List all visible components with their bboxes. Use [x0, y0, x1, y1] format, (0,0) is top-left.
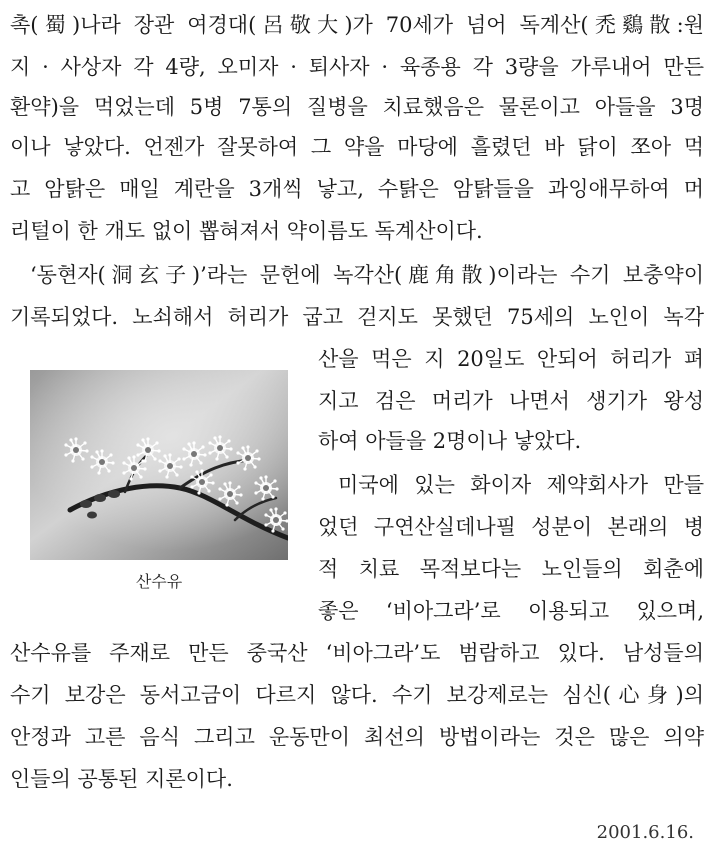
- paragraph-line: 산수유를 주재로 만든 중국산 ‘비아그라’도 범람하고 있다. 남성들의: [10, 641, 704, 665]
- paragraph-line: 적 치료 목적보다는 노인들의 회춘에: [318, 557, 704, 581]
- sansuyu-photo: [30, 370, 288, 560]
- paragraph-line: 지 · 사상자 각 4량, 오미자 · 퇴사자 · 육종용 각 3량을 가루내어 만든: [10, 55, 704, 79]
- paragraph-line: 인들의 공통된 지론이다.: [10, 767, 233, 791]
- paragraph-line: ‘동현자(洞玄子)’라는 문헌에 녹각산(鹿角散)이라는 수기 보충약이: [30, 263, 704, 287]
- paragraph-line: 리털이 한 개도 없이 뽑혀져서 약이름도 독계산이다.: [10, 219, 483, 243]
- paragraph-line: 고 암탉은 매일 계란을 3개씩 낳고, 수탉은 암탉들을 과잉애무하여 머: [10, 177, 704, 201]
- paragraph-line: 기록되었다. 노쇠해서 허리가 굽고 걷지도 못했던 75세의 노인이 녹각: [10, 305, 704, 329]
- paragraph-line: 수기 보강은 동서고금이 다르지 않다. 수기 보강제로는 심신(心身)의: [10, 683, 704, 707]
- paragraph-line: 지고 검은 머리가 나면서 생기가 왕성: [318, 389, 704, 413]
- paragraph-line: 었던 구연산실데나필 성분이 본래의 병: [318, 515, 704, 539]
- paragraph-line: 미국에 있는 화이자 제약회사가 만들: [338, 473, 704, 497]
- publication-date: 2001.6.16.: [596, 822, 694, 843]
- figure-caption: 산수유: [135, 572, 183, 591]
- paragraph-line: 환약)을 먹었는데 5병 7통의 질병을 치료했음은 물론이고 아들을 3명: [10, 95, 704, 119]
- paragraph-line: 하여 아들을 2명이나 낳았다.: [318, 429, 582, 453]
- paragraph-line: 촉(蜀)나라 장관 여경대(呂敬大)가 70세가 넘어 독계산(禿鷄散:원: [10, 13, 704, 37]
- paragraph-line: 이나 낳았다. 언젠가 잘못하여 그 약을 마당에 흘렸던 바 닭이 쪼아 먹: [10, 135, 704, 159]
- paragraph-line: 좋은 ‘비아그라’로 이용되고 있으며,: [318, 599, 704, 623]
- paragraph-line: 안정과 고른 음식 그리고 운동만이 최선의 방법이라는 것은 많은 의약: [10, 725, 704, 749]
- paragraph-line: 산을 먹은 지 20일도 안되어 허리가 펴: [318, 347, 704, 371]
